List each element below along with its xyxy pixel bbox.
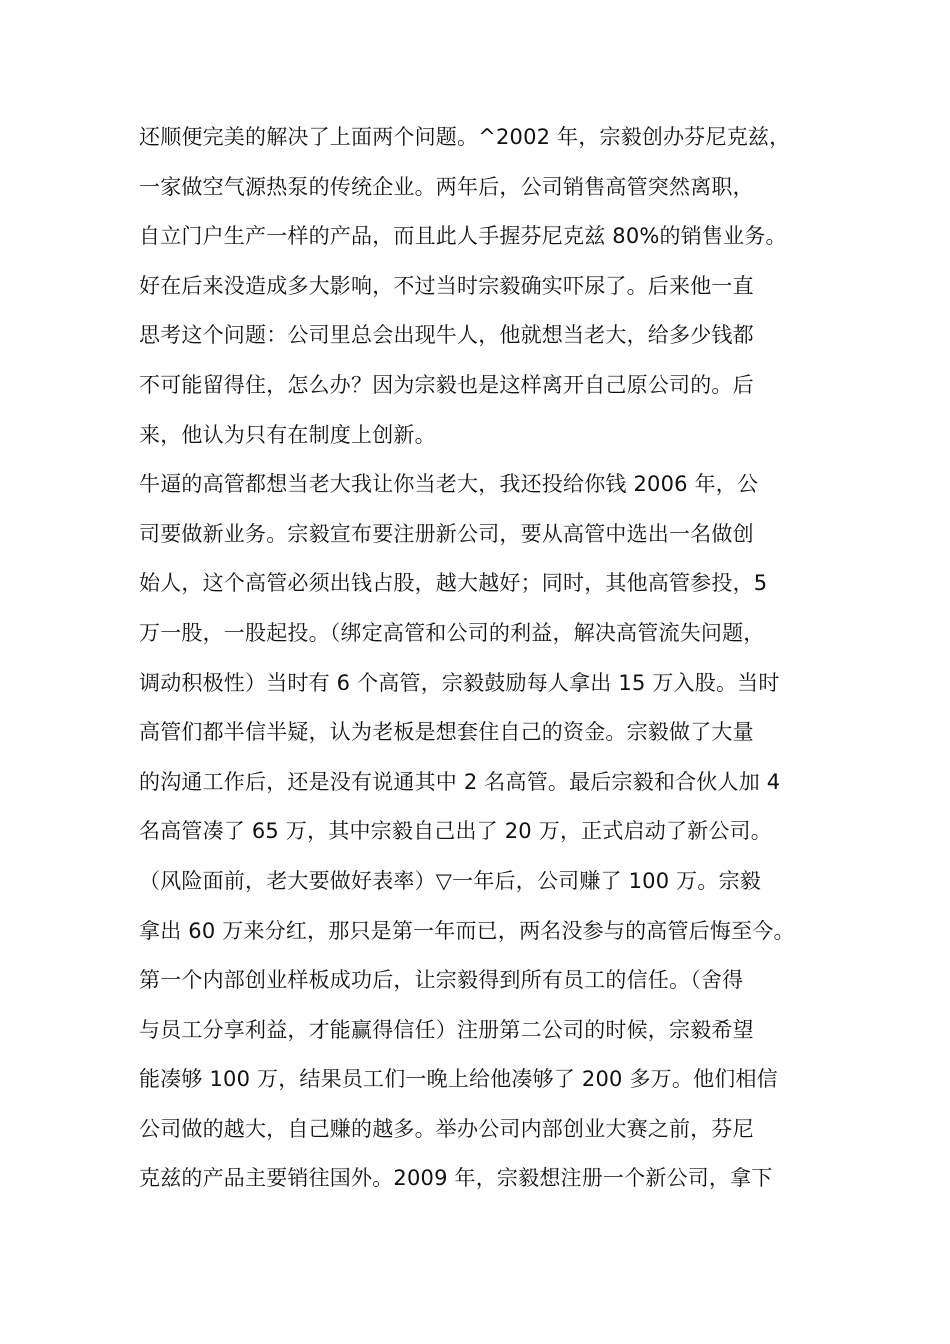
text-line: 好在后来没造成多大影响，不过当时宗毅确实吓尿了。后来他一直 [139, 273, 754, 298]
text-line: 一家做空气源热泵的传统企业。两年后，公司销售高管突然离职， [139, 174, 754, 199]
text-line: 不可能留得住，怎么办？因为宗毅也是这样离开自己原公司的。后 [139, 372, 754, 397]
text-line: 名高管凑了 65 万，其中宗毅自己出了 20 万，正式启动了新公司。 [139, 819, 772, 844]
text-line: 万一股，一股起投。（绑定高管和公司的利益，解决高管流失问题， [139, 620, 765, 645]
text-line: 能凑够 100 万，结果员工们一晚上给他凑够了 200 多万。他们相信 [139, 1067, 778, 1092]
text-line: 牛逼的高管都想当老大我让你当老大，我还投给你钱 2006 年，公 [139, 472, 759, 497]
text-line: 调动积极性）当时有 6 个高管，宗毅鼓励每人拿出 15 万入股。当时 [139, 670, 780, 695]
text-line: 第一个内部创业样板成功后，让宗毅得到所有员工的信任。（舍得 [139, 968, 744, 993]
text-line: 克兹的产品主要销往国外。2009 年，宗毅想注册一个新公司，拿下 [139, 1166, 773, 1191]
body-text [139, 117, 839, 1208]
text-line: 公司做的越大，自己赚的越多。举办公司内部创业大赛之前，芬尼 [139, 1116, 754, 1141]
text-line: 司要做新业务。宗毅宣布要注册新公司，要从高管中选出一名做创 [139, 521, 754, 546]
text-line: 与员工分享利益，才能赢得信任）注册第二公司的时候，宗毅希望 [139, 1017, 754, 1042]
text-line: 自立门户生产一样的产品，而且此人手握芬尼克兹 80%的销售业务。 [139, 224, 787, 249]
text-line: （风险面前，老大要做好表率）▽一年后，公司赚了 100 万。宗毅 [139, 868, 761, 893]
text-line: 思考这个问题：公司里总会出现牛人，他就想当老大，给多少钱都 [139, 323, 754, 348]
text-line: 始人，这个高管必须出钱占股，越大越好；同时，其他高管参投，5 [139, 571, 768, 596]
text-line: 拿出 60 万来分红，那只是第一年而已，两名没参与的高管后悔至今。 [139, 918, 795, 943]
text-line: 的沟通工作后，还是没有说通其中 2 名高管。最后宗毅和合伙人加 4 [139, 769, 781, 794]
text-line: 还顺便完美的解决了上面两个问题。^2002 年，宗毅创办芬尼克兹， [139, 125, 791, 149]
text-line: 高管们都半信半疑，认为老板是想套住自己的资金。宗毅做了大量 [139, 720, 754, 745]
text-line: 来，他认为只有在制度上创新。 [139, 422, 436, 447]
